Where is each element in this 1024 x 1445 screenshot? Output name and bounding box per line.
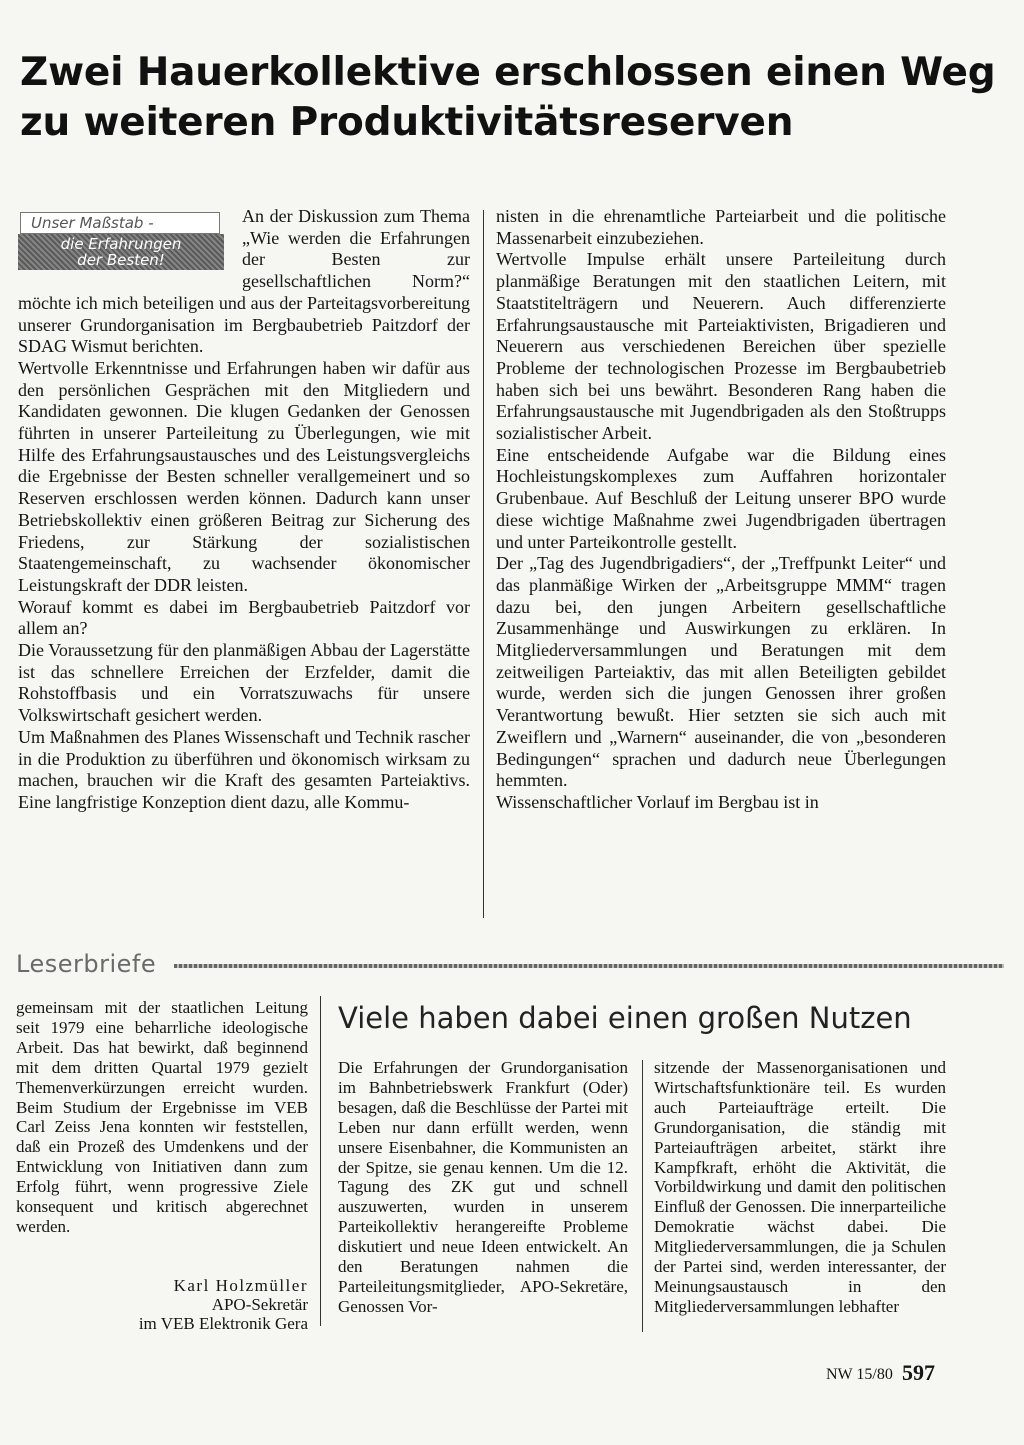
section-label: Leserbriefe (16, 950, 157, 978)
paragraph: Wissenschaftlicher Vorlauf im Bergbau ist in (496, 791, 819, 812)
letter-1-signature (16, 1276, 308, 1333)
letter-1-body: gemeinsam mit der staatlichen Leitung seit 1979 eine beharrliche ideologische Arbeit. Das hat bewirkt, daß beginnend mit dem dritten Quartal 1979 gezielt Themenverkürzungen erreicht wurden. Beim Studium der Ergebnisse im VEB Carl Zeiss Jena konnten wir feststellen, daß ein Prozeß des Umdenkens und der Entwicklung von Initiativen dann zum Erfolg führt, wenn progressive Ziele konsequent und kritisch abgerechnet werden. (16, 998, 308, 1236)
paragraph: Wertvolle Impulse erhält unsere Parteileitung durch planmäßige Beratungen mit den staatlichen Leitern, mit Staatstitelträgern und Neuerern. Auch differenzierte Erfahrungsaustausche mit Parteiaktivisten, Brigadieren und Neuerern aus verschiedenen Bereichen über spezielle Probleme der technologischen Prozesse im Bergbaubetrieb haben sich bei uns bewährt. Besonderen Rang haben die Erfahrungsaustausche mit Jugendbrigaden als den Stoßtrupps sozialistischer Arbeit. (496, 249, 946, 444)
section-divider (174, 964, 1004, 968)
kicker-line-1: die Erfahrungen (60, 235, 182, 253)
letter-2-column-2: sitzende der Massenorganisationen und Wirtschaftsfunktionäre teil. Es wurden auch Parteiaufträge erteilt. Die Grundorganisation, die ständig mit Parteiaufträgen arbeitet, stärkt ihre Kampfkraft, erhöht die Aktivität, die Vorbildwirkung und damit den politischen Einfluß der Genossen. Die innerparteiliche Demokratie wächst dabei. Die Mitgliederversammlungen, die ja Schulen der Partei sind, werden interessanter, der Meinungsaustausch in den Mitgliederversammlungen lebhafter (654, 1058, 946, 1316)
paragraph: Der „Tag des Jugendbrigadiers“, der „Treffpunkt Leiter“ und das planmäßige Wirken der „Arbeitsgruppe MMM“ tragen dazu bei, den jungen Arbeitern gesellschaftliche Zusammenhänge und Auswirkungen zu erklären. In Mitgliederversammlungen und Beratungen mit dem zeitweiligen Parteiaktiv, das mit allen Beteiligten gebildet wurde, werden sich die jungen Genossen ihrer großen Verantwortung bewußt. Hier setzten sie sich auch mit Zweiflern und „Warnern“ auseinander, die von „besonderen Bedingungen“ sprachen und dadurch neue Überlegungen hemmten. (496, 553, 946, 791)
column-divider (642, 1060, 643, 1332)
kicker-box (18, 212, 224, 272)
author-role: APO-Sekretär (211, 1295, 308, 1314)
author-org: im VEB Elektronik Gera (138, 1314, 308, 1333)
paragraph: Eine entscheidende Aufgabe war die Bildung eines Hochleistungskomplexes zum Auffahren horizontaler Grubenbaue. Auf Beschluß der Leitung unserer BPO wurde diese wichtige Maßnahme zwei Jugendbrigaden übertragen und unter Parteikontrolle gestellt. (496, 444, 946, 552)
column-divider (320, 996, 321, 1326)
issue-number: NW 15/80 (826, 1366, 893, 1383)
paragraph: Um Maßnahmen des Planes Wissenschaft und Technik rascher in die Produktion zu überführen und ökonomisch wirksam zu machen, brauchen wir die Kraft des gesamten Parteiaktivs. Eine langfristige Konzeption dient dazu, alle Kommu- (18, 726, 470, 812)
kicker-bottom (18, 234, 224, 270)
paragraph: Die Voraussetzung für den planmäßigen Abbau der Lagerstätte ist das schnellere Erreichen der Erzfelder, damit die Rohstoffbasis und ein Vorratszuwachs für unsere Volkswirtschaft gesichert werden. (18, 640, 470, 726)
article-column-1 (18, 206, 470, 814)
paragraph: nisten in die ehrenamtliche Parteiarbeit und die politische Massenarbeit einzubeziehen. (496, 206, 946, 248)
paragraph: Worauf kommt es dabei im Bergbaubetrieb Paitzdorf vor allem an? (18, 596, 470, 639)
paragraph: Wertvolle Erkenntnisse und Erfahrungen haben wir dafür aus den persönlichen Gesprächen mit den Mitgliedern und Kandidaten gewonnen. Die klugen Gedanken der Genossen führten in unserer Parteileitung zu Überlegungen, wie mit Hilfe des Erfahrungsaustausches und des Leistungsvergleichs die Ergebnisse der Besten schneller verallgemeinert und so Reserven erschlossen werden können. Dadurch kann unser Betriebskollektiv einen größeren Beitrag zur Sicherung des Friedens, zur Stärkung der sozialistischen Staatengemeinschaft, zu wachsender ökonomischer Leistungskraft der DDR leisten. (18, 357, 470, 595)
column-divider (483, 210, 484, 918)
headline: Zwei Hauerkollektive erschlossen einen Weg zu weiteren Produktivitätsreserven (20, 50, 996, 145)
author-name: Karl Holzmüller (173, 1276, 308, 1295)
letter-2-column-1: Die Erfahrungen der Grundorganisation im Bahnbetriebswerk Frankfurt (Oder) besagen, daß die Beschlüsse der Partei mit Leben nur dann erfüllt werden, wenn unsere Eisenbahner, die Kommunisten an der Spitze, sie genau kennen. Um die 12. Tagung des ZK gut und schnell auszuwerten, wurden in unserem Parteikollektiv herangereifte Probleme diskutiert und neue Ideen entwickelt. An den Beratungen nahmen die Parteileitungsmitglieder, APO-Sekretäre, Genossen Vor- (338, 1058, 628, 1316)
letter-2-title: Viele haben dabei einen großen Nutzen (338, 1001, 912, 1035)
page-number: 597 (902, 1360, 935, 1385)
kicker-line-2: der Besten! (77, 251, 165, 269)
article-column-2 (496, 206, 946, 814)
kicker-top: Unser Maßstab - (20, 212, 220, 234)
paragraph: An der Diskussion zum Thema „Wie werden die Erfahrungen der Besten zur gesellschaftlichen Norm?“ möchte ich mich beteiligen und aus der Parteitagsvorbereitung unserer Grundorganisation im Bergbaubetrieb Paitzdorf der SDAG Wismut berichten. (18, 206, 470, 357)
